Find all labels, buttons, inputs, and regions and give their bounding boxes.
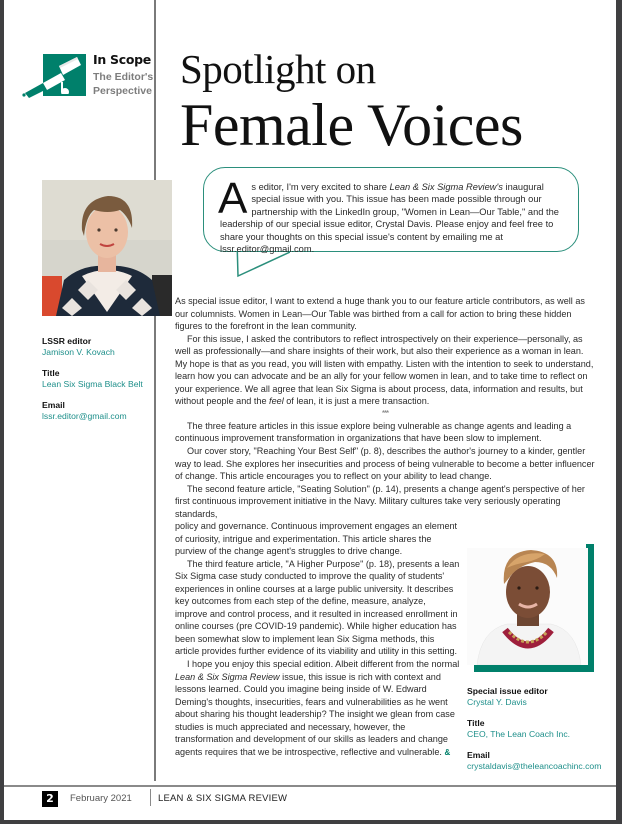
issue-date: February 2021 xyxy=(70,793,132,804)
special-editor-email-label: Email xyxy=(467,750,490,760)
page-number: 2 xyxy=(42,791,58,807)
paragraph-2-end: of lean, it is just a mere transaction. xyxy=(283,396,430,407)
end-mark-icon: & xyxy=(444,747,451,757)
intro-callout-text xyxy=(218,174,570,255)
footer-separator xyxy=(150,789,151,806)
special-editor-info xyxy=(467,686,601,772)
special-editor-role-label: Special issue editor xyxy=(467,686,548,696)
special-editor-name: Crystal Y. Davis xyxy=(467,697,527,707)
lssr-editor-title-label: Title xyxy=(42,368,60,378)
special-editor-title: CEO, The Lean Coach Inc. xyxy=(467,729,571,739)
lssr-editor-photo xyxy=(42,180,172,316)
lssr-editor-role-label: LSSR editor xyxy=(42,336,92,346)
lssr-editor-email-label: Email xyxy=(42,400,65,410)
telescope-icon xyxy=(43,54,86,96)
section-separator: *** xyxy=(381,408,389,418)
special-editor-title-label: Title xyxy=(467,718,485,728)
department-subtitle-line2: Perspective xyxy=(93,85,152,97)
article-body-full xyxy=(175,295,595,520)
paragraph-5a: The second feature article, "Seating Solution" (p. 14), presents a change agent's perspective of her first continuous improvement initiative in the Navy. Military cultures take very seriously operating standards, xyxy=(175,483,585,519)
article-title-line1: Spotlight on xyxy=(180,46,376,92)
paragraph-5b: policy and governance. Continuous improvement engages an element of curiosity, intrigue and experimentation. This article shares the purview of the change agent's struggles to drive change. xyxy=(175,521,458,557)
special-editor-email-link[interactable]: crystaldavis@theleancoachinc.com xyxy=(467,761,602,771)
intro-text-italic: Lean & Six Sigma Review's xyxy=(389,182,503,192)
department-subtitle xyxy=(93,70,153,98)
paragraph-1: As special issue editor, I want to extend a huge thank you to our feature article contributors, as well as our columnists. Women in Lean—Our Table was birthed from a call for action to bring these hidden figures to the forefront in the lean community. xyxy=(175,296,585,332)
paragraph-7-start: I hope you enjoy this special edition. Albeit different from the normal xyxy=(187,659,460,670)
special-editor-photo xyxy=(467,548,588,665)
lssr-editor-title: Lean Six Sigma Black Belt xyxy=(42,379,143,389)
paragraph-6: The third feature article, "A Higher Purpose" (p. 18), presents a lean Six Sigma case study conducted to improve the quality of students' experiences in online courses at a large public university. It describes key outcomes from each step of the define, measure, analyze, improve and control process, and it resulted in increased enrollment in online courses (pre COVID-19 pandemic). While higher education has been somewhat slow to implement lean Six Sigma methods, this article provides further evidence of its viability and utility in this setting. xyxy=(175,558,460,657)
footer-rule xyxy=(4,785,616,787)
lssr-editor-info xyxy=(42,336,143,422)
article-body-narrow xyxy=(175,520,460,759)
article-title-line2: Female Voices xyxy=(180,92,523,158)
magazine-page xyxy=(4,0,616,820)
intro-text-end: inaugural special issue with you. This issue has been made possible through our partnership with the LinkedIn group, "Women in Lean—Our Table," and the leadership of our special issue editor, Crystal Davis. Please enjoy and feel free to share your thoughts on this special issue's content by emailing me at lssr.editor@gmail.com. xyxy=(220,182,559,255)
department-subtitle-line1: The Editor's xyxy=(93,71,154,83)
department-heading xyxy=(93,52,153,98)
drop-cap: A xyxy=(218,174,248,223)
column-divider xyxy=(154,0,156,781)
lssr-editor-email-link[interactable]: lssr.editor@gmail.com xyxy=(42,411,127,421)
lssr-editor-name: Jamison V. Kovach xyxy=(42,347,115,357)
paragraph-2-text: For this issue, I asked the contributors to reflect introspectively on their experience—personally, as well as professionally—and share insights of their work, but also their experience as a woman in lean. My hope is that as you read, you will listen with empathy. Listen with the intention to seek to understand, learn how you can advocate and be an ally for your fellow women in lean, and to take time to reflect on your experience. We all agree that lean Six Sigma is about process, data, information and results, but without people and the xyxy=(175,333,594,407)
paragraph-3: The three feature articles in this issue explore being vulnerable as change agents and leading a continuous improvement transformation in organizations that have been slow to implement. xyxy=(175,420,572,444)
department-title: In Scope xyxy=(93,52,151,67)
paragraph-2 xyxy=(175,333,595,408)
intro-text-start: s editor, I'm very excited to share xyxy=(251,182,390,192)
paragraph-7-end: issue, this issue is rich with context and lessons learned. Could you imagine being inside of W. Edward Deming's thoughts, insecurities, fears and vulnerabilities as he went about sharing his thought leadership? The insight we glean from case studies is much appreciated and necessary, however, the transformation and development of our skills as leaders and change agents requires that we be introspective, reflective and vulnerable. xyxy=(175,671,455,757)
paragraph-7 xyxy=(175,658,460,759)
paragraph-4: Our cover story, "Reaching Your Best Self" (p. 8), describes the author's journey to a kinder, gentler way to lead. She explores her insecurities and process of being vulnerable to become a better influencer of change. This article encourages you to reflect on your ability to lead change. xyxy=(175,446,595,482)
paragraph-7-italic: Lean & Six Sigma Review xyxy=(175,671,280,682)
publication-name: LEAN & SIX SIGMA REVIEW xyxy=(158,793,288,804)
photo-frame-accent-horizontal xyxy=(474,665,594,672)
paragraph-2-italic: feel xyxy=(269,396,284,407)
